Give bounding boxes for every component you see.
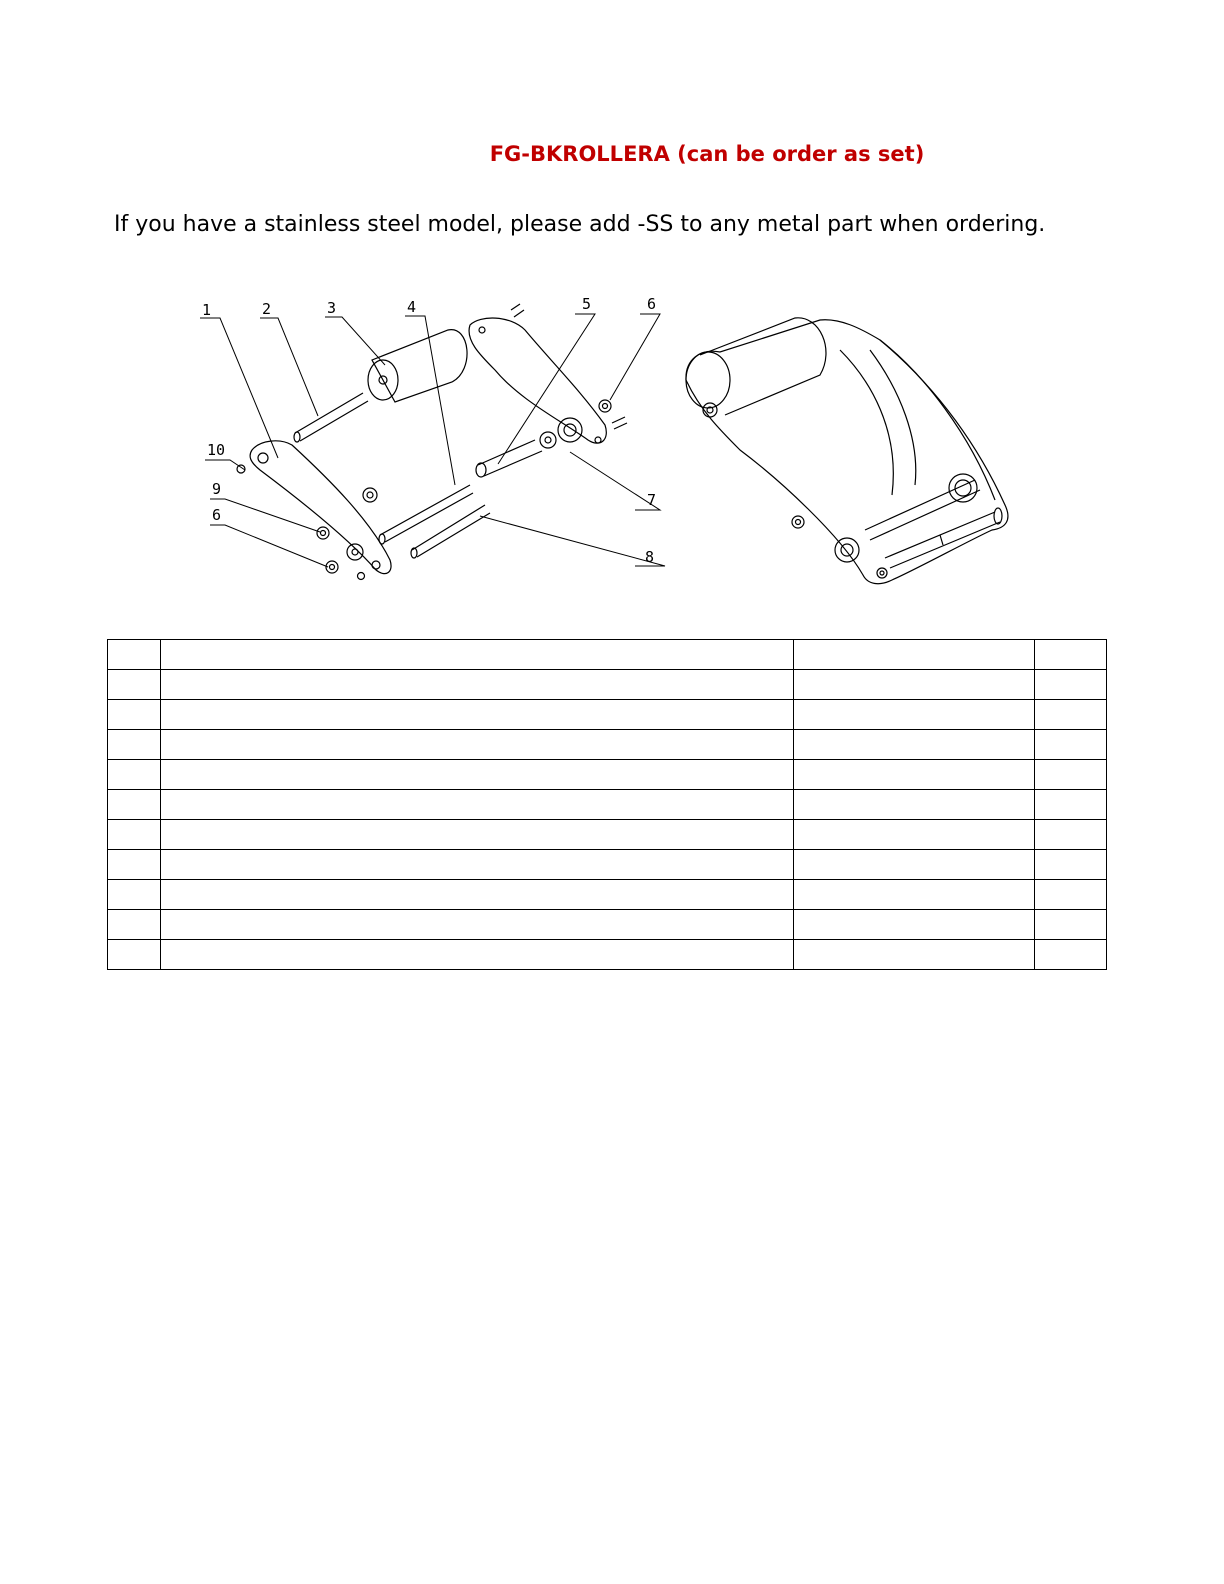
- table-row: [108, 640, 1107, 670]
- table-cell: [1035, 850, 1107, 880]
- callout-6-upper: 6: [647, 295, 657, 313]
- table-cell: [161, 670, 794, 700]
- stainless-steel-note: If you have a stainless steel model, please add -SS to any metal part when ordering.: [114, 212, 1046, 237]
- page-title: FG-BKROLLERA (can be order as set): [489, 142, 925, 166]
- table-cell: [1035, 700, 1107, 730]
- table-cell: [108, 820, 161, 850]
- table-cell: [794, 790, 1035, 820]
- exploded-view: [200, 295, 665, 580]
- table-row: [108, 730, 1107, 760]
- table-cell: [161, 790, 794, 820]
- table-cell: [108, 850, 161, 880]
- table-cell: [1035, 910, 1107, 940]
- table-cell: [1035, 670, 1107, 700]
- table-cell: [161, 850, 794, 880]
- roller: [372, 330, 467, 402]
- table-cell: [794, 940, 1035, 970]
- callout-4: 4: [407, 298, 417, 316]
- callout-3: 3: [327, 299, 337, 317]
- table-row: [108, 760, 1107, 790]
- callout-6-lower: 6: [212, 506, 222, 524]
- table-cell: [108, 790, 161, 820]
- table-cell: [1035, 880, 1107, 910]
- table-cell: [794, 640, 1035, 670]
- table-cell: [161, 700, 794, 730]
- table-cell: [794, 820, 1035, 850]
- table-row: [108, 790, 1107, 820]
- callout-1: 1: [202, 301, 212, 319]
- table-cell: [161, 760, 794, 790]
- table-cell: [161, 880, 794, 910]
- table-cell: [108, 700, 161, 730]
- table-row: [108, 700, 1107, 730]
- table-cell: [161, 730, 794, 760]
- table-cell: [1035, 760, 1107, 790]
- callout-9: 9: [212, 480, 222, 498]
- table-cell: [1035, 820, 1107, 850]
- table-cell: [161, 640, 794, 670]
- table-row: [108, 850, 1107, 880]
- table-cell: [794, 880, 1035, 910]
- table-cell: [108, 640, 161, 670]
- callout-10: 10: [207, 441, 226, 459]
- assembled-view: [686, 318, 1008, 584]
- table-row: [108, 820, 1107, 850]
- table-cell: [108, 670, 161, 700]
- right-side-plate: [469, 318, 606, 443]
- table-cell: [1035, 940, 1107, 970]
- callout-2: 2: [262, 300, 272, 318]
- table-cell: [794, 850, 1035, 880]
- table-cell: [1035, 730, 1107, 760]
- table-cell: [108, 910, 161, 940]
- table-cell: [794, 730, 1035, 760]
- callout-8: 8: [645, 548, 655, 566]
- table-cell: [108, 940, 161, 970]
- table-cell: [161, 820, 794, 850]
- table-cell: [108, 730, 161, 760]
- left-side-plate: [250, 441, 391, 574]
- parts-diagram: [180, 280, 1030, 615]
- table-row: [108, 880, 1107, 910]
- callout-5: 5: [582, 295, 592, 313]
- table-cell: [794, 700, 1035, 730]
- table-cell: [794, 910, 1035, 940]
- table-cell: [794, 760, 1035, 790]
- table-cell: [108, 760, 161, 790]
- callout-7: 7: [647, 491, 657, 509]
- table-row: [108, 670, 1107, 700]
- table-cell: [1035, 790, 1107, 820]
- parts-table: [107, 639, 1107, 970]
- table-cell: [1035, 640, 1107, 670]
- table-row: [108, 940, 1107, 970]
- table-cell: [161, 940, 794, 970]
- table-cell: [161, 910, 794, 940]
- table-cell: [794, 670, 1035, 700]
- table-row: [108, 910, 1107, 940]
- table-cell: [108, 880, 161, 910]
